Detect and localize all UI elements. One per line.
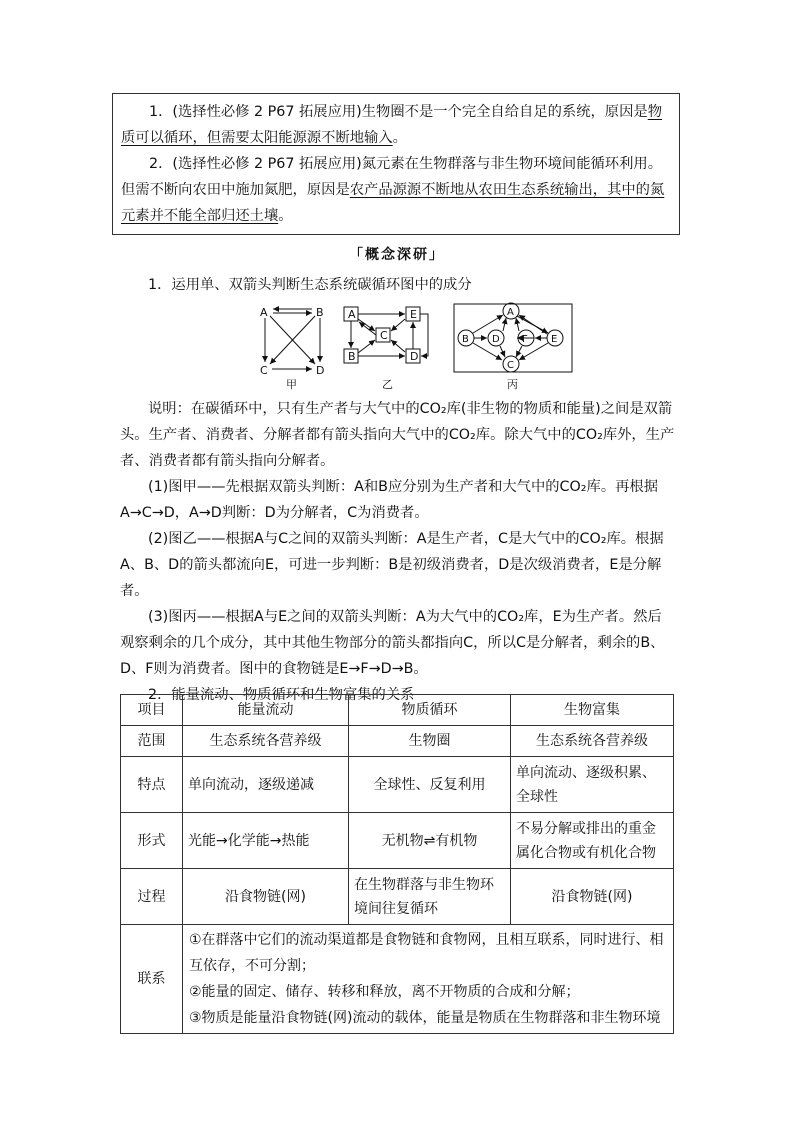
diagram-svg xyxy=(250,300,580,392)
table-cell: 在生物群落与非生物环境间往复循环 xyxy=(349,869,511,925)
link-line: ①在群落中它们的流动渠道都是食物链和食物网，且相互联系，同时进行、相互依存，不可分割； xyxy=(189,932,664,974)
row-label: 过程 xyxy=(121,869,183,925)
table-row xyxy=(121,869,674,925)
explain-intro: 说明：在碳循环中，只有生产者与大气中的CO₂库(非生物的物质和能量)之间是双箭头。生产者、消费者、分解者都有箭头指向大气中的CO₂库。除大气中的CO₂库外，生产者、消费者都有箭头指向分解者。 xyxy=(120,401,675,469)
header-cell: 物质循环 xyxy=(349,695,511,726)
jia-caption: 甲 xyxy=(286,378,297,391)
table-cell: 单向流动、逐级积累、全球性 xyxy=(511,757,674,813)
heading-2: 2．能量流动、物质循环和生物富集的关系 xyxy=(148,687,415,703)
table-cell: 生态系统各营养级 xyxy=(511,726,674,757)
explain-yi: (2)图乙——根据A与C之间的双箭头判断：A是生产者，C是大气中的CO₂库。根据A、B、D的箭头都流向E，可进一步判断：B是初级消费者，D是次级消费者，E是分解者。 xyxy=(120,531,664,599)
explain-jia: (1)图甲——先根据双箭头判断：A和B应分别为生产者和大气中的CO₂库。再根据A→C→D，A→D判断：D为分解者，C为消费者。 xyxy=(120,479,659,521)
jia-node: C xyxy=(260,364,268,377)
box-item-2: 2．(选择性必修 2 P67 拓展应用)氮元素在生物群落与非生物环境间能循环利用。但需不断向农田中施加氮肥，原因是农产品源源不断地从农田生态系统输出，其中的氮元素并不能全部归还土壤。 xyxy=(121,156,665,224)
bing-caption: 丙 xyxy=(507,378,518,391)
bing-node: F xyxy=(522,334,528,345)
yi-node: D xyxy=(410,350,419,363)
table-row xyxy=(121,925,674,1034)
section-title: 「概念深研」 xyxy=(349,247,445,263)
heading-1: 1．运用单、双箭头判断生态系统碳循环图中的成分 xyxy=(148,277,472,293)
jia-node: A xyxy=(260,306,268,319)
row-label: 范围 xyxy=(121,726,183,757)
diagram-jia xyxy=(265,309,320,369)
header-cell: 项目 xyxy=(121,695,183,726)
yi-caption: 乙 xyxy=(382,378,393,391)
link-line: ②能量的固定、储存、转移和释放，离不开物质的合成和分解； xyxy=(189,984,580,1000)
table-row xyxy=(121,813,674,869)
table-cell: 生态系统各营养级 xyxy=(183,726,349,757)
yi-node: E xyxy=(410,308,417,321)
table-cell: 生物圈 xyxy=(349,726,511,757)
relation-table xyxy=(120,694,674,1034)
explain-bing: (3)图丙——根据A与E之间的双箭头判断：A为大气中的CO₂库，E为生产者。然后观察剩余的几个成分，其中其他生物部分的箭头都指向C，所以C是分解者，剩余的B、D、F则为消费者。图中的食物链是E→F→D→B。 xyxy=(120,609,665,677)
bing-node: E xyxy=(551,334,558,345)
table-cell: 单向流动，逐级递减 xyxy=(183,757,349,813)
yi-node: A xyxy=(348,308,356,321)
header-cell: 能量流动 xyxy=(183,695,349,726)
link-cell xyxy=(183,925,674,1034)
bing-node: B xyxy=(462,334,469,345)
table-cell: 光能→化学能→热能 xyxy=(183,813,349,869)
link-line: ③物质是能量沿食物链(网)流动的载体，能量是物质在生物群落和非生物环境 xyxy=(189,1010,661,1026)
box-item-1: 1．(选择性必修 2 P67 拓展应用)生物圈不是一个完全自给自足的系统，原因是物质可以循环，但需要太阳能源源不断地输入。 xyxy=(121,104,662,146)
explanation xyxy=(120,396,676,708)
jia-node: D xyxy=(316,364,325,377)
table-cell: 沿食物链(网) xyxy=(511,869,674,925)
answer-underline-2: 农产品源源不断地从农田生态系统输出，其中的氮元素并不能全部归还土壤 xyxy=(121,182,665,224)
row-label: 形式 xyxy=(121,813,183,869)
header-cell: 生物富集 xyxy=(511,695,674,726)
carbon-cycle-diagrams xyxy=(250,300,580,392)
table-row xyxy=(121,757,674,813)
jia-node: B xyxy=(316,306,324,319)
row-label: 特点 xyxy=(121,757,183,813)
row-label: 联系 xyxy=(121,925,183,1034)
table-cell: 全球性、反复利用 xyxy=(349,757,511,813)
yi-node: C xyxy=(380,329,388,342)
table-header-row xyxy=(121,695,674,726)
table-cell: 无机物⇌有机物 xyxy=(349,813,511,869)
textbook-link-box xyxy=(112,93,680,235)
bing-node: A xyxy=(507,307,514,318)
bing-node: C xyxy=(507,360,514,371)
table-cell: 不易分解或排出的重金属化合物或有机化合物 xyxy=(511,813,674,869)
table-cell: 沿食物链(网) xyxy=(183,869,349,925)
table-row xyxy=(121,726,674,757)
bing-node: D xyxy=(492,334,500,345)
yi-node: B xyxy=(348,350,356,363)
answer-underline-1: 物质可以循环，但需要太阳能源源不断地输入 xyxy=(121,104,662,146)
